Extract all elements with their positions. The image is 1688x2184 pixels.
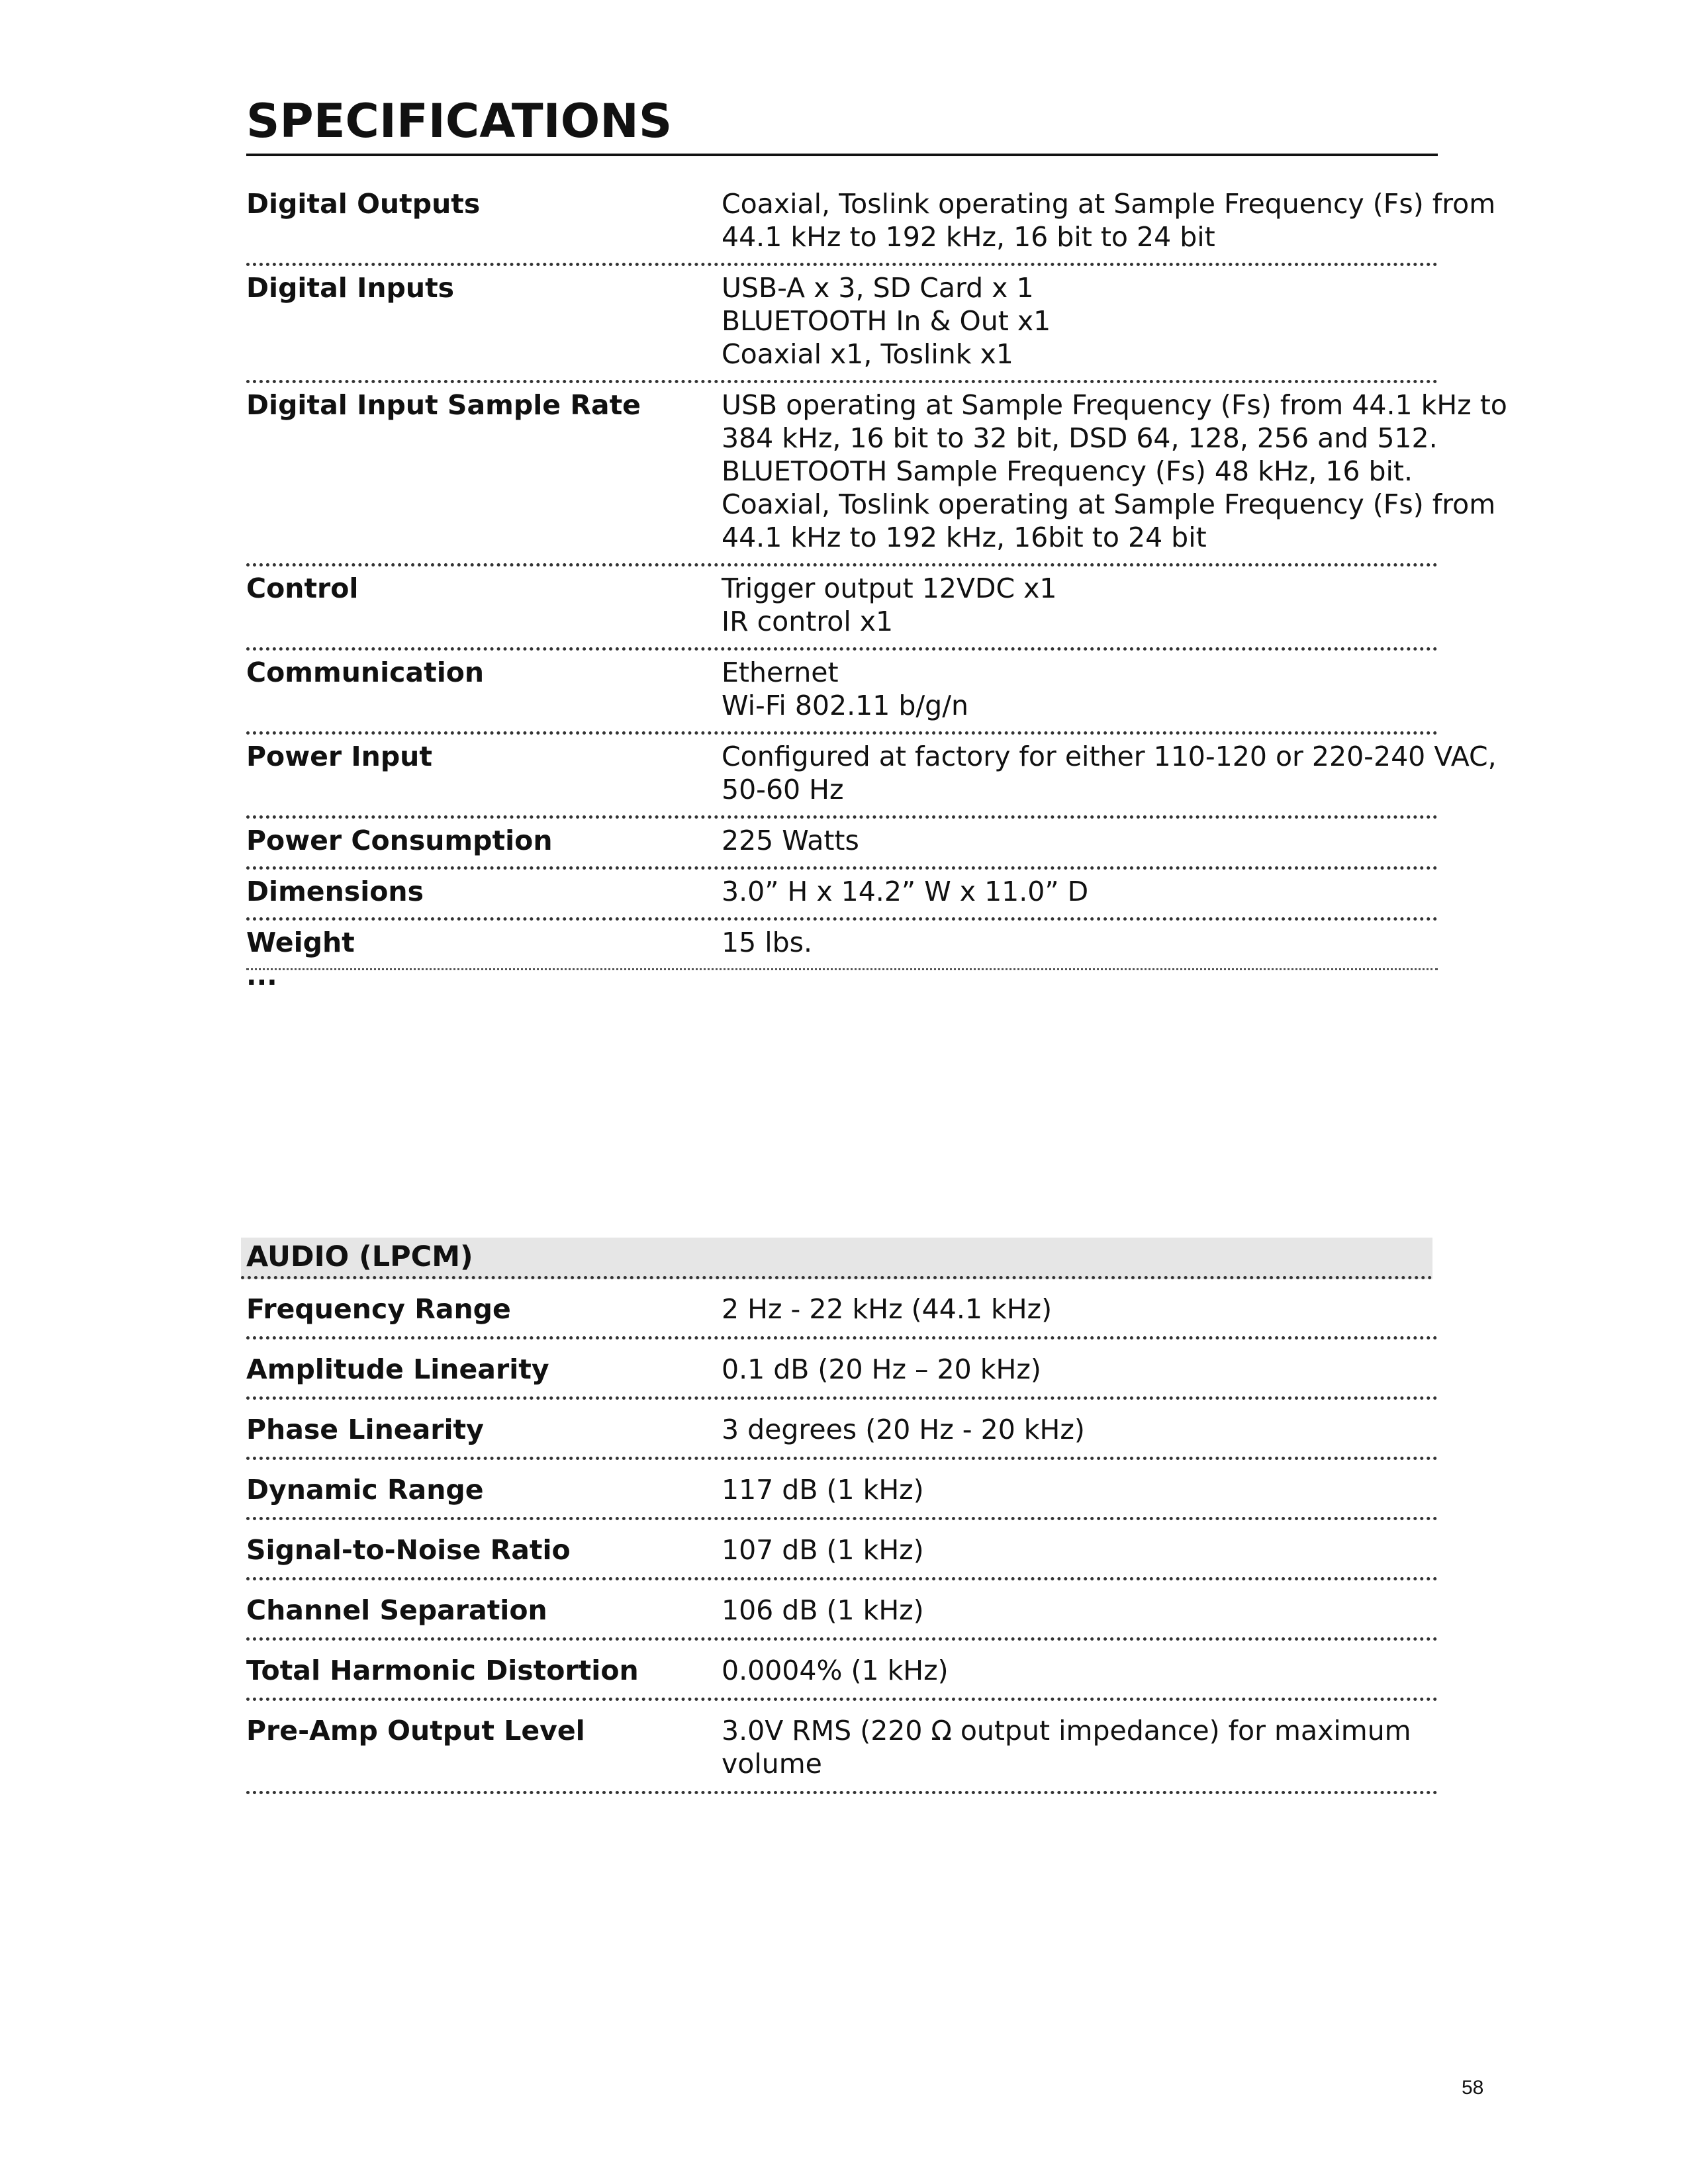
- spec-label: Digital Inputs: [246, 272, 455, 304]
- spec-value: [722, 740, 1497, 806]
- spec-label: Frequency Range: [246, 1293, 511, 1325]
- spec-value-line: BLUETOOTH In & Out x1: [722, 305, 1051, 337]
- spec-value-line: USB operating at Sample Frequency (Fs) from 44.1 kHz to: [722, 389, 1507, 421]
- spec-value-line: 3.0” H x 14.2” W x 11.0” D: [722, 876, 1089, 907]
- spec-value-line: Configured at factory for either 110-120 or 220-240 VAC,: [722, 741, 1497, 772]
- spec-value: [722, 656, 1438, 722]
- spec-value-line: USB-A x 3, SD Card x 1: [722, 272, 1034, 304]
- spec-label: Digital Outputs: [246, 188, 481, 220]
- spec-label: Digital Input Sample Rate: [246, 389, 641, 421]
- audio-specs-section: [246, 1238, 1438, 1794]
- spec-value: [722, 926, 1438, 959]
- spec-row: [246, 1279, 1438, 1340]
- spec-value: [722, 1293, 1438, 1326]
- audio-specs-list: [246, 1279, 1438, 1794]
- spec-row: [246, 921, 1438, 970]
- spec-value-line: IR control x1: [722, 606, 894, 637]
- spec-row: [246, 1400, 1438, 1460]
- spec-label: Phase Linearity: [246, 1414, 484, 1445]
- spec-row: [246, 266, 1438, 383]
- spec-value-line: 117 dB (1 kHz): [722, 1474, 924, 1506]
- spec-value-line: 0.0004% (1 kHz): [722, 1655, 949, 1686]
- spec-label: Power Consumption: [246, 825, 553, 856]
- spec-value: [722, 271, 1438, 371]
- spec-value-line: 106 dB (1 kHz): [722, 1594, 924, 1626]
- audio-section-heading: AUDIO (LPCM): [241, 1238, 1432, 1279]
- spec-label: Amplitude Linearity: [246, 1353, 549, 1385]
- title-divider: [246, 154, 1438, 156]
- spec-value-line: 0.1 dB (20 Hz – 20 kHz): [722, 1353, 1041, 1385]
- spec-value-line: 384 kHz, 16 bit to 32 bit, DSD 64, 128, 256 and 512.: [722, 422, 1438, 454]
- page-number: 58: [1462, 2077, 1484, 2099]
- spec-value-line: 44.1 kHz to 192 kHz, 16 bit to 24 bit: [722, 221, 1215, 253]
- spec-row: [246, 383, 1507, 567]
- spec-label: Dimensions: [246, 876, 424, 907]
- spec-row: [246, 1460, 1438, 1520]
- spec-value-line: 44.1 kHz to 192 kHz, 16bit to 24 bit: [722, 522, 1207, 553]
- spec-row: [246, 1520, 1438, 1580]
- spec-value: [722, 572, 1438, 638]
- spec-value-line: 15 lbs.: [722, 927, 813, 958]
- spec-value-line: Trigger output 12VDC x1: [722, 572, 1057, 604]
- spec-value-line: BLUETOOTH Sample Frequency (Fs) 48 kHz, 16 bit.: [722, 455, 1413, 487]
- spec-label: Total Harmonic Distortion: [246, 1655, 639, 1686]
- spec-label: Channel Separation: [246, 1594, 547, 1626]
- spec-value: [722, 1594, 1438, 1627]
- spec-label: Weight: [246, 927, 355, 958]
- spec-row: [246, 182, 1496, 266]
- spec-row: [246, 819, 1438, 870]
- spec-value-line: 225 Watts: [722, 825, 859, 856]
- spec-value: [722, 1353, 1438, 1386]
- spec-row: [246, 870, 1438, 921]
- spec-value-line: 3 degrees (20 Hz - 20 kHz): [722, 1414, 1085, 1445]
- spec-label: Power Input: [246, 741, 432, 772]
- page-title: SPECIFICATIONS: [246, 94, 673, 148]
- spec-label: Signal-to-Noise Ratio: [246, 1534, 571, 1566]
- spec-value-line: volume: [722, 1748, 822, 1780]
- spec-value: [722, 1473, 1438, 1506]
- spec-row: [246, 735, 1497, 819]
- spec-row: [246, 1580, 1438, 1641]
- spec-row: [246, 651, 1438, 735]
- spec-value: [722, 187, 1496, 253]
- spec-value-line: 2 Hz - 22 kHz (44.1 kHz): [722, 1293, 1053, 1325]
- spec-value-line: Wi-Fi 802.11 b/g/n: [722, 690, 969, 721]
- spec-label: Pre-Amp Output Level: [246, 1715, 585, 1747]
- spec-value-line: Ethernet: [722, 657, 839, 688]
- spec-value-line: Coaxial, Toslink operating at Sample Frequency (Fs) from: [722, 488, 1496, 520]
- spec-value: [722, 1533, 1438, 1567]
- spec-value-line: 3.0V RMS (220 Ω output impedance) for maximum: [722, 1715, 1411, 1747]
- general-specs-section: [246, 182, 1507, 970]
- spec-value-line: 107 dB (1 kHz): [722, 1534, 924, 1566]
- spec-label: Control: [246, 572, 359, 604]
- spec-value-line: Coaxial, Toslink operating at Sample Frequency (Fs) from: [722, 188, 1496, 220]
- spec-value: [722, 1413, 1438, 1446]
- spec-value: [722, 824, 1438, 857]
- spec-value: [722, 1714, 1438, 1780]
- spec-row: [246, 1340, 1438, 1400]
- spec-value: [722, 1654, 1438, 1687]
- spec-row: [246, 1641, 1438, 1701]
- spec-value-line: 50-60 Hz: [722, 774, 844, 805]
- spec-value-line: Coaxial x1, Toslink x1: [722, 338, 1013, 370]
- spec-row: [246, 1701, 1438, 1794]
- spec-value: [722, 875, 1438, 908]
- spec-value: [722, 388, 1507, 554]
- spec-row: [246, 567, 1438, 651]
- spec-label: Communication: [246, 657, 485, 688]
- spec-label: Dynamic Range: [246, 1474, 484, 1506]
